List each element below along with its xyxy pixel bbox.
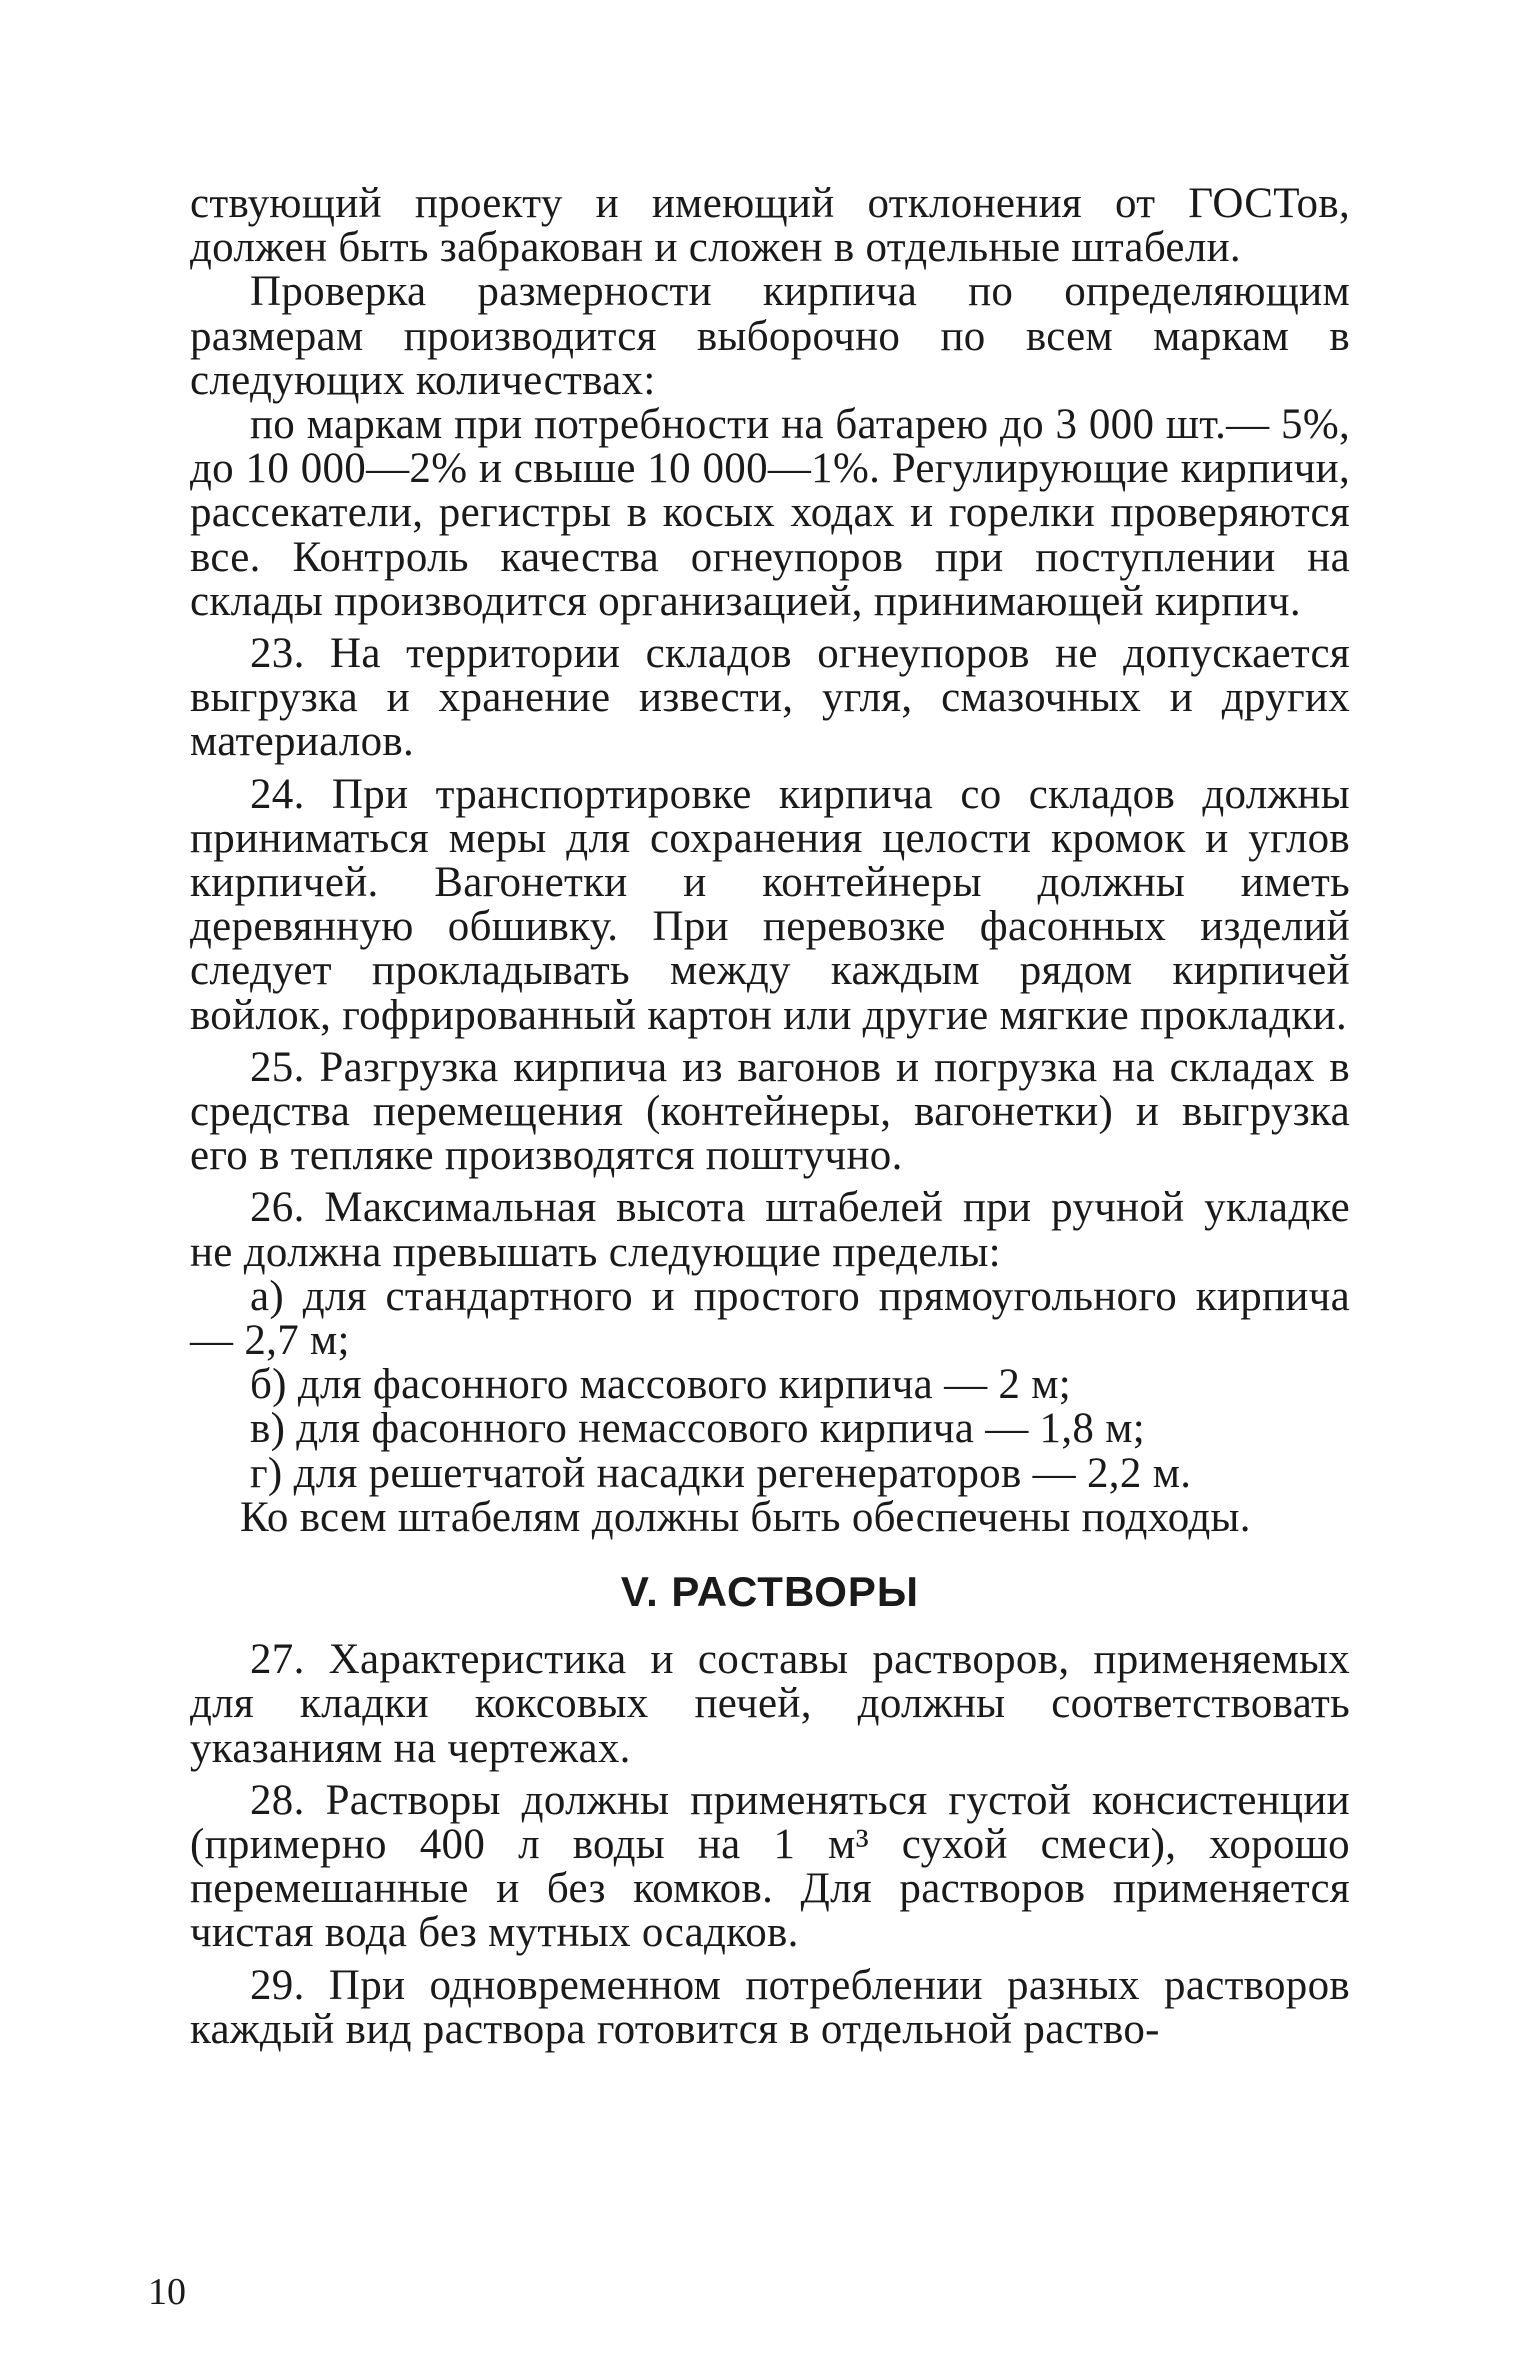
paragraph-continuation: ствующий проекту и имеющий отклонения от ГОСТов, должен быть забракован и сложен в отдельные штабели. bbox=[190, 180, 1350, 272]
page-body bbox=[190, 182, 1350, 2052]
limit-item-b: б) для фасонного массового кирпича — 2 м; bbox=[250, 1361, 1072, 1409]
paragraph-27: 27. Характеристика и составы растворов, применяемых для кладки коксовых печей, должны соответствовать указаниям на чертежах. bbox=[190, 1636, 1350, 1772]
paragraph-quantities: по маркам при потребности на батарею до 3 000 шт.— 5%, до 10 000—2% и свыше 10 000—1%. Регулирующие кирпичи, рассекатели, регистры в косых ходах и горелки проверяются все. Контроль качества огнеупоров при поступлении на склады производится организацией, принимающей кирпич. bbox=[190, 401, 1350, 625]
paragraph-24: 24. При транспортировке кирпича со складов должны приниматься меры для сохранения целости кромок и углов кирпичей. Вагонетки и контейнеры должны иметь деревянную обшивку. При перевозке фасонных изделий следует прокладывать между каждым рядом кирпичей войлок, гофрированный картон или другие мягкие прокладки. bbox=[190, 770, 1350, 1039]
limit-item-v: в) для фасонного немассового кирпича — 1,8 м; bbox=[250, 1405, 1145, 1453]
limits-closing: Ко всем штабелям должны быть обеспечены подходы. bbox=[240, 1493, 1251, 1541]
paragraph-26: 26. Максимальная высота штабелей при ручной укладке не должна превышать следующие пределы: bbox=[190, 1184, 1350, 1276]
page-number: 10 bbox=[148, 2271, 186, 2313]
limit-item-g: г) для решетчатой насадки регенераторов — 2,2 м. bbox=[250, 1449, 1192, 1497]
paragraph-25: 25. Разгрузка кирпича из вагонов и погрузка на складах в средства перемещения (контейнеры, вагонетки) и выгрузка его в тепляке производятся поштучно. bbox=[190, 1043, 1350, 1180]
paragraph-28: 28. Растворы должны применяться густой консистенции (примерно 400 л воды на 1 м³ сухой смеси), хорошо перемешанные и без комков. Для растворов применяется чистая вода без мутных осадков. bbox=[190, 1776, 1350, 1957]
paragraph-size-check: Проверка размерности кирпича по определяющим размерам производится выборочно по всем маркам в следующих количествах: bbox=[190, 268, 1350, 404]
paragraph-29: 29. При одновременном потреблении разных растворов каждый вид раствора готовится в отдельной раство- bbox=[190, 1961, 1350, 2053]
paragraph-23: 23. На территории складов огнеупоров не допускается выгрузка и хранение извести, угля, смазочных и других материалов. bbox=[190, 630, 1350, 766]
limit-item-a: а) для стандартного и простого прямоугольного кирпича — 2,7 м; bbox=[190, 1272, 1350, 1365]
section-heading: V. РАСТВОРЫ bbox=[620, 1568, 920, 1616]
